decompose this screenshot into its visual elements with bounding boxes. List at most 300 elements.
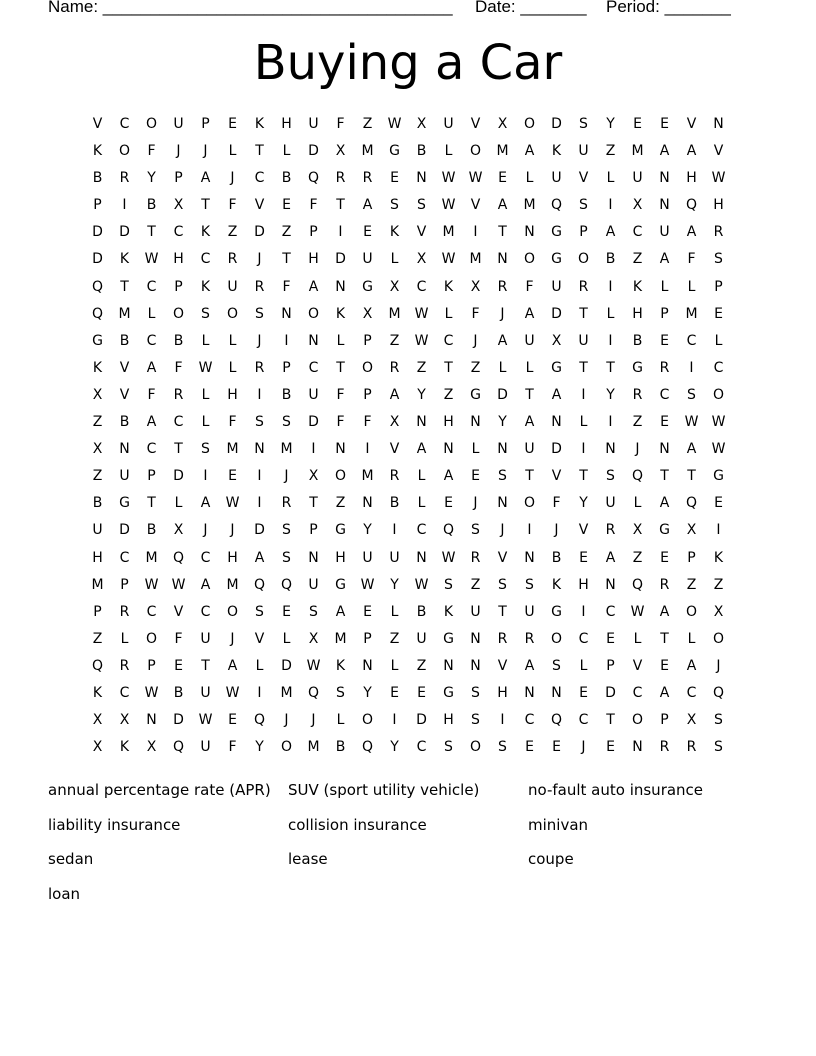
grid-letter[interactable]: T bbox=[606, 359, 615, 376]
grid-letter[interactable]: V bbox=[254, 197, 265, 214]
grid-letter[interactable]: G bbox=[659, 522, 670, 539]
grid-letter[interactable]: A bbox=[686, 441, 697, 458]
grid-letter[interactable]: W bbox=[441, 251, 456, 268]
grid-letter[interactable]: T bbox=[282, 251, 291, 268]
grid-letter[interactable]: L bbox=[633, 495, 642, 512]
grid-letter[interactable]: Y bbox=[363, 522, 372, 539]
grid-letter[interactable]: O bbox=[469, 739, 482, 756]
grid-letter[interactable]: B bbox=[146, 522, 157, 539]
grid-letter[interactable]: V bbox=[416, 224, 427, 241]
grid-letter[interactable]: T bbox=[660, 630, 669, 647]
grid-letter[interactable]: W bbox=[306, 657, 321, 674]
grid-letter[interactable]: T bbox=[201, 657, 210, 674]
grid-letter[interactable]: X bbox=[416, 251, 427, 268]
grid-letter[interactable]: W bbox=[144, 576, 159, 593]
grid-letter[interactable]: H bbox=[713, 197, 724, 214]
grid-letter[interactable]: R bbox=[686, 739, 697, 756]
grid-letter[interactable]: C bbox=[443, 332, 454, 349]
grid-letter[interactable]: M bbox=[442, 224, 455, 241]
grid-letter[interactable]: G bbox=[443, 684, 454, 701]
grid-letter[interactable]: W bbox=[414, 305, 429, 322]
grid-letter[interactable]: D bbox=[119, 224, 130, 241]
grid-letter[interactable]: O bbox=[307, 305, 320, 322]
grid-letter[interactable]: X bbox=[686, 712, 697, 729]
grid-letter[interactable]: D bbox=[254, 224, 265, 241]
grid-letter[interactable]: A bbox=[200, 576, 211, 593]
grid-letter[interactable]: Z bbox=[92, 468, 103, 485]
grid-letter[interactable]: S bbox=[579, 197, 588, 214]
grid-letter[interactable]: U bbox=[362, 251, 373, 268]
grid-letter[interactable]: A bbox=[200, 170, 211, 187]
grid-letter[interactable]: N bbox=[551, 684, 562, 701]
grid-letter[interactable]: M bbox=[361, 468, 374, 485]
grid-letter[interactable]: E bbox=[660, 549, 669, 566]
grid-letter[interactable]: N bbox=[308, 549, 319, 566]
grid-letter[interactable]: M bbox=[145, 549, 158, 566]
grid-letter[interactable]: L bbox=[633, 630, 642, 647]
grid-letter[interactable]: E bbox=[525, 739, 534, 756]
grid-letter[interactable]: K bbox=[551, 143, 562, 160]
grid-letter[interactable]: F bbox=[336, 116, 345, 132]
grid-letter[interactable]: X bbox=[416, 116, 427, 132]
grid-letter[interactable]: B bbox=[146, 197, 157, 214]
grid-letter[interactable]: O bbox=[469, 143, 482, 160]
grid-letter[interactable]: P bbox=[309, 224, 318, 241]
grid-letter[interactable]: C bbox=[659, 386, 670, 403]
grid-letter[interactable]: I bbox=[257, 495, 262, 512]
grid-letter[interactable]: T bbox=[525, 468, 534, 485]
grid-letter[interactable]: Z bbox=[281, 224, 292, 241]
grid-letter[interactable]: G bbox=[551, 224, 562, 241]
grid-letter[interactable]: R bbox=[659, 576, 670, 593]
grid-letter[interactable]: T bbox=[309, 495, 318, 512]
grid-letter[interactable]: L bbox=[201, 414, 210, 431]
grid-letter[interactable]: G bbox=[551, 251, 562, 268]
grid-letter[interactable]: H bbox=[227, 549, 238, 566]
grid-letter[interactable]: N bbox=[551, 414, 562, 431]
grid-letter[interactable]: C bbox=[254, 170, 265, 187]
grid-letter[interactable]: B bbox=[551, 549, 562, 566]
grid-letter[interactable]: G bbox=[92, 332, 103, 349]
grid-letter[interactable]: C bbox=[524, 712, 535, 729]
grid-letter[interactable]: N bbox=[524, 684, 535, 701]
grid-letter[interactable]: N bbox=[443, 441, 454, 458]
grid-letter[interactable]: C bbox=[200, 251, 211, 268]
grid-letter[interactable]: D bbox=[281, 657, 292, 674]
grid-letter[interactable]: Y bbox=[147, 170, 156, 187]
grid-letter[interactable]: H bbox=[632, 305, 643, 322]
grid-letter[interactable]: Q bbox=[91, 305, 104, 322]
grid-letter[interactable]: I bbox=[527, 522, 532, 539]
grid-letter[interactable]: F bbox=[471, 305, 480, 322]
grid-letter[interactable]: X bbox=[119, 712, 130, 729]
grid-letter[interactable]: Q bbox=[307, 170, 320, 187]
grid-letter[interactable]: P bbox=[714, 278, 723, 295]
grid-letter[interactable]: K bbox=[713, 549, 724, 566]
grid-letter[interactable]: U bbox=[605, 495, 616, 512]
grid-letter[interactable]: G bbox=[713, 468, 724, 485]
grid-letter[interactable]: L bbox=[417, 495, 426, 512]
grid-letter[interactable]: L bbox=[120, 630, 129, 647]
grid-letter[interactable]: W bbox=[144, 684, 159, 701]
grid-letter[interactable]: R bbox=[173, 386, 184, 403]
grid-letter[interactable]: U bbox=[659, 224, 670, 241]
grid-letter[interactable]: K bbox=[335, 657, 346, 674]
grid-letter[interactable]: D bbox=[92, 224, 103, 241]
grid-letter[interactable]: L bbox=[660, 278, 669, 295]
grid-letter[interactable]: J bbox=[554, 522, 559, 539]
grid-letter[interactable]: O bbox=[361, 359, 374, 376]
grid-letter[interactable]: H bbox=[686, 170, 697, 187]
grid-letter[interactable]: J bbox=[257, 332, 262, 349]
grid-letter[interactable]: L bbox=[579, 414, 588, 431]
grid-letter[interactable]: S bbox=[444, 739, 453, 756]
grid-letter[interactable]: C bbox=[173, 224, 184, 241]
grid-letter[interactable]: Z bbox=[605, 143, 616, 160]
grid-letter[interactable]: J bbox=[230, 630, 235, 647]
grid-letter[interactable]: Q bbox=[361, 739, 374, 756]
grid-letter[interactable]: I bbox=[500, 712, 505, 729]
grid-letter[interactable]: T bbox=[579, 359, 588, 376]
grid-letter[interactable]: S bbox=[714, 712, 723, 729]
grid-letter[interactable]: D bbox=[551, 305, 562, 322]
grid-letter[interactable]: X bbox=[146, 739, 157, 756]
grid-letter[interactable]: X bbox=[497, 116, 508, 132]
grid-letter[interactable]: N bbox=[254, 441, 265, 458]
grid-letter[interactable]: C bbox=[686, 332, 697, 349]
grid-letter[interactable]: L bbox=[174, 495, 183, 512]
grid-letter[interactable]: H bbox=[443, 712, 454, 729]
grid-letter[interactable]: B bbox=[119, 332, 130, 349]
grid-letter[interactable]: R bbox=[389, 468, 400, 485]
grid-letter[interactable]: I bbox=[581, 603, 586, 620]
grid-letter[interactable]: V bbox=[551, 468, 562, 485]
grid-letter[interactable]: G bbox=[551, 603, 562, 620]
grid-letter[interactable]: L bbox=[579, 657, 588, 674]
grid-letter[interactable]: I bbox=[581, 386, 586, 403]
grid-letter[interactable]: N bbox=[416, 414, 427, 431]
grid-letter[interactable]: A bbox=[524, 657, 535, 674]
grid-letter[interactable]: Q bbox=[550, 712, 563, 729]
grid-letter[interactable]: O bbox=[685, 603, 698, 620]
grid-letter[interactable]: Q bbox=[685, 197, 698, 214]
grid-letter[interactable]: L bbox=[417, 468, 426, 485]
grid-letter[interactable]: T bbox=[255, 143, 264, 160]
grid-letter[interactable]: V bbox=[92, 116, 103, 132]
grid-letter[interactable]: N bbox=[659, 441, 670, 458]
grid-letter[interactable]: B bbox=[281, 170, 292, 187]
grid-letter[interactable]: W bbox=[684, 414, 699, 431]
grid-letter[interactable]: A bbox=[335, 603, 346, 620]
grid-letter[interactable]: N bbox=[713, 116, 724, 132]
grid-letter[interactable]: N bbox=[362, 657, 373, 674]
grid-letter[interactable]: T bbox=[498, 224, 507, 241]
grid-letter[interactable]: Z bbox=[632, 414, 643, 431]
grid-letter[interactable]: P bbox=[174, 170, 183, 187]
grid-letter[interactable]: J bbox=[284, 468, 289, 485]
grid-letter[interactable]: K bbox=[254, 116, 265, 132]
grid-letter[interactable]: H bbox=[173, 251, 184, 268]
grid-letter[interactable]: P bbox=[687, 549, 696, 566]
grid-letter[interactable]: L bbox=[606, 305, 615, 322]
grid-letter[interactable]: M bbox=[226, 441, 239, 458]
grid-letter[interactable]: U bbox=[389, 549, 400, 566]
grid-letter[interactable]: L bbox=[498, 359, 507, 376]
grid-letter[interactable]: X bbox=[713, 603, 724, 620]
grid-letter[interactable]: W bbox=[225, 684, 240, 701]
grid-letter[interactable]: S bbox=[714, 739, 723, 756]
grid-letter[interactable]: E bbox=[363, 224, 372, 241]
grid-letter[interactable]: A bbox=[686, 224, 697, 241]
grid-letter[interactable]: D bbox=[308, 414, 319, 431]
grid-letter[interactable]: V bbox=[632, 657, 643, 674]
grid-letter[interactable]: U bbox=[524, 441, 535, 458]
grid-letter[interactable]: H bbox=[497, 684, 508, 701]
grid-letter[interactable]: S bbox=[282, 549, 291, 566]
grid-letter[interactable]: E bbox=[417, 684, 426, 701]
grid-letter[interactable]: E bbox=[660, 657, 669, 674]
grid-letter[interactable]: P bbox=[120, 576, 129, 593]
grid-letter[interactable]: D bbox=[119, 522, 130, 539]
grid-letter[interactable]: U bbox=[524, 332, 535, 349]
grid-letter[interactable]: S bbox=[525, 576, 534, 593]
grid-letter[interactable]: Y bbox=[255, 739, 264, 756]
grid-letter[interactable]: U bbox=[362, 549, 373, 566]
grid-letter[interactable]: J bbox=[635, 441, 640, 458]
grid-letter[interactable]: P bbox=[363, 386, 372, 403]
grid-letter[interactable]: B bbox=[92, 495, 103, 512]
grid-letter[interactable]: T bbox=[336, 359, 345, 376]
grid-letter[interactable]: P bbox=[309, 522, 318, 539]
grid-letter[interactable]: C bbox=[119, 116, 130, 132]
grid-letter[interactable]: F bbox=[309, 197, 318, 214]
grid-letter[interactable]: U bbox=[119, 468, 130, 485]
grid-letter[interactable]: L bbox=[228, 143, 237, 160]
grid-letter[interactable]: K bbox=[119, 251, 130, 268]
grid-letter[interactable]: N bbox=[416, 170, 427, 187]
grid-letter[interactable]: J bbox=[311, 712, 316, 729]
grid-letter[interactable]: N bbox=[146, 712, 157, 729]
grid-letter[interactable]: N bbox=[119, 441, 130, 458]
grid-letter[interactable]: C bbox=[200, 603, 211, 620]
grid-letter[interactable]: K bbox=[200, 224, 211, 241]
grid-letter[interactable]: A bbox=[416, 441, 427, 458]
grid-letter[interactable]: K bbox=[92, 359, 103, 376]
grid-letter[interactable]: C bbox=[686, 684, 697, 701]
grid-letter[interactable]: X bbox=[173, 197, 184, 214]
grid-letter[interactable]: K bbox=[551, 576, 562, 593]
grid-letter[interactable]: R bbox=[470, 549, 481, 566]
grid-letter[interactable]: O bbox=[523, 251, 536, 268]
grid-letter[interactable]: W bbox=[441, 170, 456, 187]
grid-letter[interactable]: U bbox=[308, 116, 319, 132]
grid-letter[interactable]: F bbox=[174, 359, 183, 376]
grid-letter[interactable]: S bbox=[417, 197, 426, 214]
grid-letter[interactable]: D bbox=[173, 712, 184, 729]
grid-letter[interactable]: Y bbox=[390, 739, 399, 756]
grid-letter[interactable]: E bbox=[579, 684, 588, 701]
grid-letter[interactable]: C bbox=[119, 549, 130, 566]
grid-letter[interactable]: N bbox=[470, 630, 481, 647]
grid-letter[interactable]: P bbox=[660, 305, 669, 322]
grid-letter[interactable]: G bbox=[632, 359, 643, 376]
grid-letter[interactable]: I bbox=[608, 278, 613, 295]
grid-letter[interactable]: H bbox=[281, 116, 292, 132]
grid-letter[interactable]: N bbox=[335, 278, 346, 295]
grid-letter[interactable]: V bbox=[578, 170, 589, 187]
grid-letter[interactable]: T bbox=[444, 359, 453, 376]
grid-letter[interactable]: G bbox=[335, 522, 346, 539]
grid-letter[interactable]: S bbox=[714, 251, 723, 268]
grid-letter[interactable]: A bbox=[497, 332, 508, 349]
grid-letter[interactable]: R bbox=[119, 170, 130, 187]
grid-letter[interactable]: M bbox=[226, 576, 239, 593]
grid-letter[interactable]: Z bbox=[416, 657, 427, 674]
grid-letter[interactable]: W bbox=[711, 170, 726, 187]
grid-letter[interactable]: L bbox=[687, 630, 696, 647]
grid-letter[interactable]: Z bbox=[443, 386, 454, 403]
grid-letter[interactable]: C bbox=[578, 712, 589, 729]
grid-letter[interactable]: N bbox=[659, 170, 670, 187]
grid-letter[interactable]: V bbox=[578, 522, 589, 539]
grid-letter[interactable]: W bbox=[225, 495, 240, 512]
grid-letter[interactable]: Q bbox=[172, 549, 185, 566]
grid-letter[interactable]: I bbox=[689, 359, 694, 376]
grid-letter[interactable]: U bbox=[308, 386, 319, 403]
grid-letter[interactable]: L bbox=[390, 251, 399, 268]
grid-letter[interactable]: C bbox=[146, 603, 157, 620]
grid-letter[interactable]: O bbox=[577, 251, 590, 268]
grid-letter[interactable]: W bbox=[414, 576, 429, 593]
grid-letter[interactable]: N bbox=[416, 549, 427, 566]
grid-letter[interactable]: Q bbox=[442, 522, 455, 539]
grid-letter[interactable]: M bbox=[307, 739, 320, 756]
grid-letter[interactable]: F bbox=[687, 251, 696, 268]
grid-letter[interactable]: C bbox=[308, 359, 319, 376]
grid-letter[interactable]: E bbox=[606, 630, 615, 647]
grid-letter[interactable]: N bbox=[632, 739, 643, 756]
grid-letter[interactable]: Z bbox=[632, 251, 643, 268]
grid-letter[interactable]: A bbox=[605, 224, 616, 241]
grid-letter[interactable]: X bbox=[470, 278, 481, 295]
grid-letter[interactable]: U bbox=[416, 630, 427, 647]
grid-letter[interactable]: J bbox=[203, 143, 208, 160]
grid-letter[interactable]: I bbox=[122, 197, 127, 214]
grid-letter[interactable]: D bbox=[605, 684, 616, 701]
grid-letter[interactable]: M bbox=[280, 684, 293, 701]
grid-letter[interactable]: F bbox=[228, 739, 237, 756]
grid-letter[interactable]: X bbox=[173, 522, 184, 539]
grid-letter[interactable]: X bbox=[632, 522, 643, 539]
grid-letter[interactable]: R bbox=[335, 170, 346, 187]
grid-letter[interactable]: H bbox=[308, 251, 319, 268]
grid-letter[interactable]: V bbox=[497, 657, 508, 674]
grid-letter[interactable]: K bbox=[443, 278, 454, 295]
grid-letter[interactable]: E bbox=[471, 468, 480, 485]
grid-letter[interactable]: Q bbox=[631, 468, 644, 485]
grid-letter[interactable]: M bbox=[469, 251, 482, 268]
grid-letter[interactable]: Q bbox=[631, 576, 644, 593]
grid-letter[interactable]: R bbox=[254, 359, 265, 376]
grid-letter[interactable]: Z bbox=[470, 576, 481, 593]
grid-letter[interactable]: O bbox=[226, 305, 239, 322]
grid-letter[interactable]: K bbox=[92, 143, 103, 160]
grid-letter[interactable]: H bbox=[443, 414, 454, 431]
grid-letter[interactable]: S bbox=[498, 739, 507, 756]
grid-letter[interactable]: K bbox=[119, 739, 130, 756]
grid-letter[interactable]: C bbox=[146, 441, 157, 458]
grid-letter[interactable]: F bbox=[228, 197, 237, 214]
grid-letter[interactable]: B bbox=[416, 143, 427, 160]
grid-letter[interactable]: W bbox=[630, 603, 645, 620]
grid-letter[interactable]: T bbox=[174, 441, 183, 458]
grid-letter[interactable]: F bbox=[282, 278, 291, 295]
grid-letter[interactable]: X bbox=[92, 441, 103, 458]
grid-letter[interactable]: S bbox=[309, 603, 318, 620]
grid-letter[interactable]: E bbox=[552, 739, 561, 756]
grid-letter[interactable]: C bbox=[146, 278, 157, 295]
grid-letter[interactable]: B bbox=[416, 603, 427, 620]
grid-letter[interactable]: U bbox=[551, 278, 562, 295]
grid-letter[interactable]: L bbox=[606, 170, 615, 187]
grid-letter[interactable]: Q bbox=[280, 576, 293, 593]
grid-letter[interactable]: N bbox=[605, 576, 616, 593]
grid-letter[interactable]: D bbox=[308, 143, 319, 160]
grid-letter[interactable]: R bbox=[227, 251, 238, 268]
grid-letter[interactable]: L bbox=[714, 332, 723, 349]
grid-letter[interactable]: W bbox=[414, 332, 429, 349]
grid-letter[interactable]: I bbox=[338, 224, 343, 241]
grid-letter[interactable]: B bbox=[335, 739, 346, 756]
grid-letter[interactable]: U bbox=[200, 684, 211, 701]
grid-letter[interactable]: R bbox=[524, 630, 535, 647]
grid-letter[interactable]: Y bbox=[606, 386, 615, 403]
grid-letter[interactable]: Y bbox=[579, 495, 588, 512]
grid-letter[interactable]: T bbox=[579, 305, 588, 322]
grid-letter[interactable]: Y bbox=[363, 684, 372, 701]
grid-letter[interactable]: P bbox=[174, 278, 183, 295]
grid-letter[interactable]: O bbox=[631, 712, 644, 729]
grid-letter[interactable]: A bbox=[308, 278, 319, 295]
grid-letter[interactable]: E bbox=[390, 170, 399, 187]
grid-letter[interactable]: E bbox=[579, 549, 588, 566]
grid-letter[interactable]: W bbox=[441, 197, 456, 214]
grid-letter[interactable]: W bbox=[387, 116, 402, 132]
grid-letter[interactable]: S bbox=[471, 684, 480, 701]
grid-letter[interactable]: O bbox=[145, 630, 158, 647]
grid-letter[interactable]: F bbox=[336, 414, 345, 431]
grid-letter[interactable]: Z bbox=[389, 630, 400, 647]
grid-letter[interactable]: N bbox=[335, 441, 346, 458]
grid-letter[interactable]: Q bbox=[91, 657, 104, 674]
grid-letter[interactable]: P bbox=[147, 657, 156, 674]
grid-letter[interactable]: M bbox=[631, 143, 644, 160]
grid-letter[interactable]: D bbox=[551, 441, 562, 458]
grid-letter[interactable]: T bbox=[660, 468, 669, 485]
grid-letter[interactable]: S bbox=[498, 576, 507, 593]
grid-letter[interactable]: O bbox=[118, 143, 131, 160]
grid-letter[interactable]: Q bbox=[253, 712, 266, 729]
grid-letter[interactable]: B bbox=[173, 332, 184, 349]
grid-letter[interactable]: Z bbox=[686, 576, 697, 593]
grid-letter[interactable]: A bbox=[659, 684, 670, 701]
grid-letter[interactable]: J bbox=[473, 495, 478, 512]
grid-letter[interactable]: B bbox=[119, 414, 130, 431]
grid-letter[interactable]: U bbox=[578, 143, 589, 160]
grid-letter[interactable]: R bbox=[254, 278, 265, 295]
grid-letter[interactable]: S bbox=[255, 305, 264, 322]
grid-letter[interactable]: I bbox=[257, 684, 262, 701]
